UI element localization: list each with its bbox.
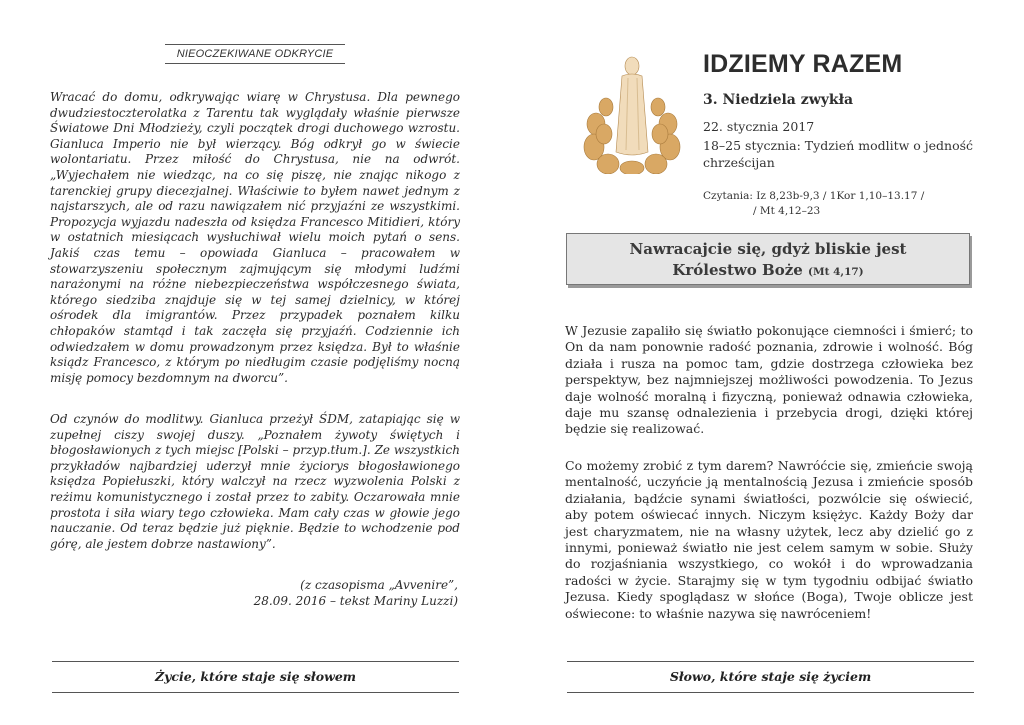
readings <box>703 189 943 219</box>
date: 22. stycznia 2017 <box>703 119 815 134</box>
motto-box <box>566 233 970 285</box>
liturgical-sunday: 3. Niedziela zwykła <box>703 92 854 108</box>
source-line-1: (z czasopisma „Avvenire”, <box>300 578 458 592</box>
footer-right: Słowo, które staje się życiem <box>567 661 974 693</box>
prayer-week: 18–25 stycznia: Tydzień modlitw o jedność chrześcijan <box>703 138 974 170</box>
source-citation <box>200 578 458 609</box>
right-paragraph-2: Co możemy zrobić z tym darem? Nawróćcie się, zmieńcie swoją mentalność, uczyńcie ją mentalnością Jezusa i zmieńcie sposób działania, bądźcie synami światłości, pozwólcie się oświecić, aby potem oświecać innych. Niczym księżyc. Każdy Boży dar jest charyzmatem, nie na własny użytek, lecz aby dzielić go z innymi, ponieważ światło nie jest celem samym w sobie. Służy do rozjaśniania wszystkiego, co wokół i do wprowadzania radości w życie. Starajmy się w tym tygodniu odbijać światło Jezusa. Kiedy spoglądasz w słońce (Boga), Twoje oblicze jest oświecone: to właśnie nazywa się nawróceniem! <box>565 458 973 621</box>
right-paragraph-1: W Jezusie zapaliło się światło pokonujące ciemności i śmierć; to On da nam ponownie radość poznania, zdrowie i wolność. Bóg działa i rusza na pomoc tam, gdzie dostrzega człowieka bez perspektyw, bez najmniejszej możliwości powodzenia. To Jezus daje wolność moralną i fizyczną, ponieważ odnawia człowieka, daje mu szansę odnalezienia i przebycia drogi, dzięki której będzie się realizować. <box>565 323 973 437</box>
motto-line-1: Nawracajcie się, gdyż bliskie jest <box>629 240 907 258</box>
readings-line-2: / Mt 4,12–23 <box>753 205 821 217</box>
motto-line-2-wrap <box>567 260 969 283</box>
readings-line-1: Czytania: Iz 8,23b-9,3 / 1Kor 1,10–13.17 / <box>703 190 925 202</box>
left-paragraph-1: Wracać do domu, odkrywając wiarę w Chrystusa. Dla pewnego dwudziestoczterolatka z Tarentu tak wyglądały właśnie pierwsze Światowe Dni Młodzieży, czyli początek drogi duchowego wzrostu. Gianluca Imperio nie był wierzący. Bóg odkrył go w świecie wolontariatu. Przez miłość do Chrystusa, nie na odwrót. „Wyjechałem nie wiedząc, na co się piszę, nie znając nikogo z tarenckiej grupy diecezjalnej. Właściwie to byłem nawet jednym z najstarszych, ale od razu nawiązałem nić przyjaźni ze wszystkimi. Propozycja wyjazdu nadeszła od księdza Francesco Mitidieri, który w ostatnich miesiącach wysłuchiwał wielu moich pytań o sens. Jakiś czas temu – opowiada Gianluca – pracowałem w stowarzyszeniu społecznym zajmującym się młodymi ludźmi narażonymi na różne niebezpieczeństwa współczesnego świata, którego siedziba znajduje się w tej samej dzielnicy, w której ośrodek dla imigrantów. Przez przypadek poznałem kilku chłopaków stamtąd i tak zaczęła się przyjaźń. Codziennie ich odwiedzałem w domu prowadzonym przez księdza. Był to właśnie ksiądz Francesco, z którym po niedługim czasie podjęliśmy nocną misję pomocy bezdomnym na dworcu”. <box>50 90 460 385</box>
section-header: NIEOCZEKIWANE ODKRYCIE <box>165 44 345 64</box>
motto-reference: (Mt 4,17) <box>808 266 864 278</box>
source-line-2: 28.09. 2016 – tekst Mariny Luzzi) <box>253 593 458 608</box>
footer-left: Życie, które staje się słowem <box>52 661 459 693</box>
newsletter-title: IDZIEMY RAZEM <box>703 50 903 78</box>
christ-with-crowd-illustration <box>582 52 682 174</box>
motto-line-2: Królestwo Boże <box>672 261 803 279</box>
left-paragraph-2: Od czynów do modlitwy. Gianluca przeżył ŚDM, zatapiając się w zupełnej ciszy swojej duszy. „Poznałem żywoty świętych i błogosławionych z tych miejsc [Polski – przyp.tłum.]. Ze wszystkich przykładów najbardziej uderzył mnie życiorys błogosławionego księdza Popiełuszki, który walczył na rzecz wyzwolenia Polski z reżimu komunistycznego i został przez to zabity. Oczarowała mnie prostota i siła wiary tego człowieka. Mam cały czas w głowie jego nauczanie. Od teraz będzie już pięknie. Będzie to wchodzenie pod górę, ale jestem dobrze nastawiony”. <box>50 412 460 551</box>
